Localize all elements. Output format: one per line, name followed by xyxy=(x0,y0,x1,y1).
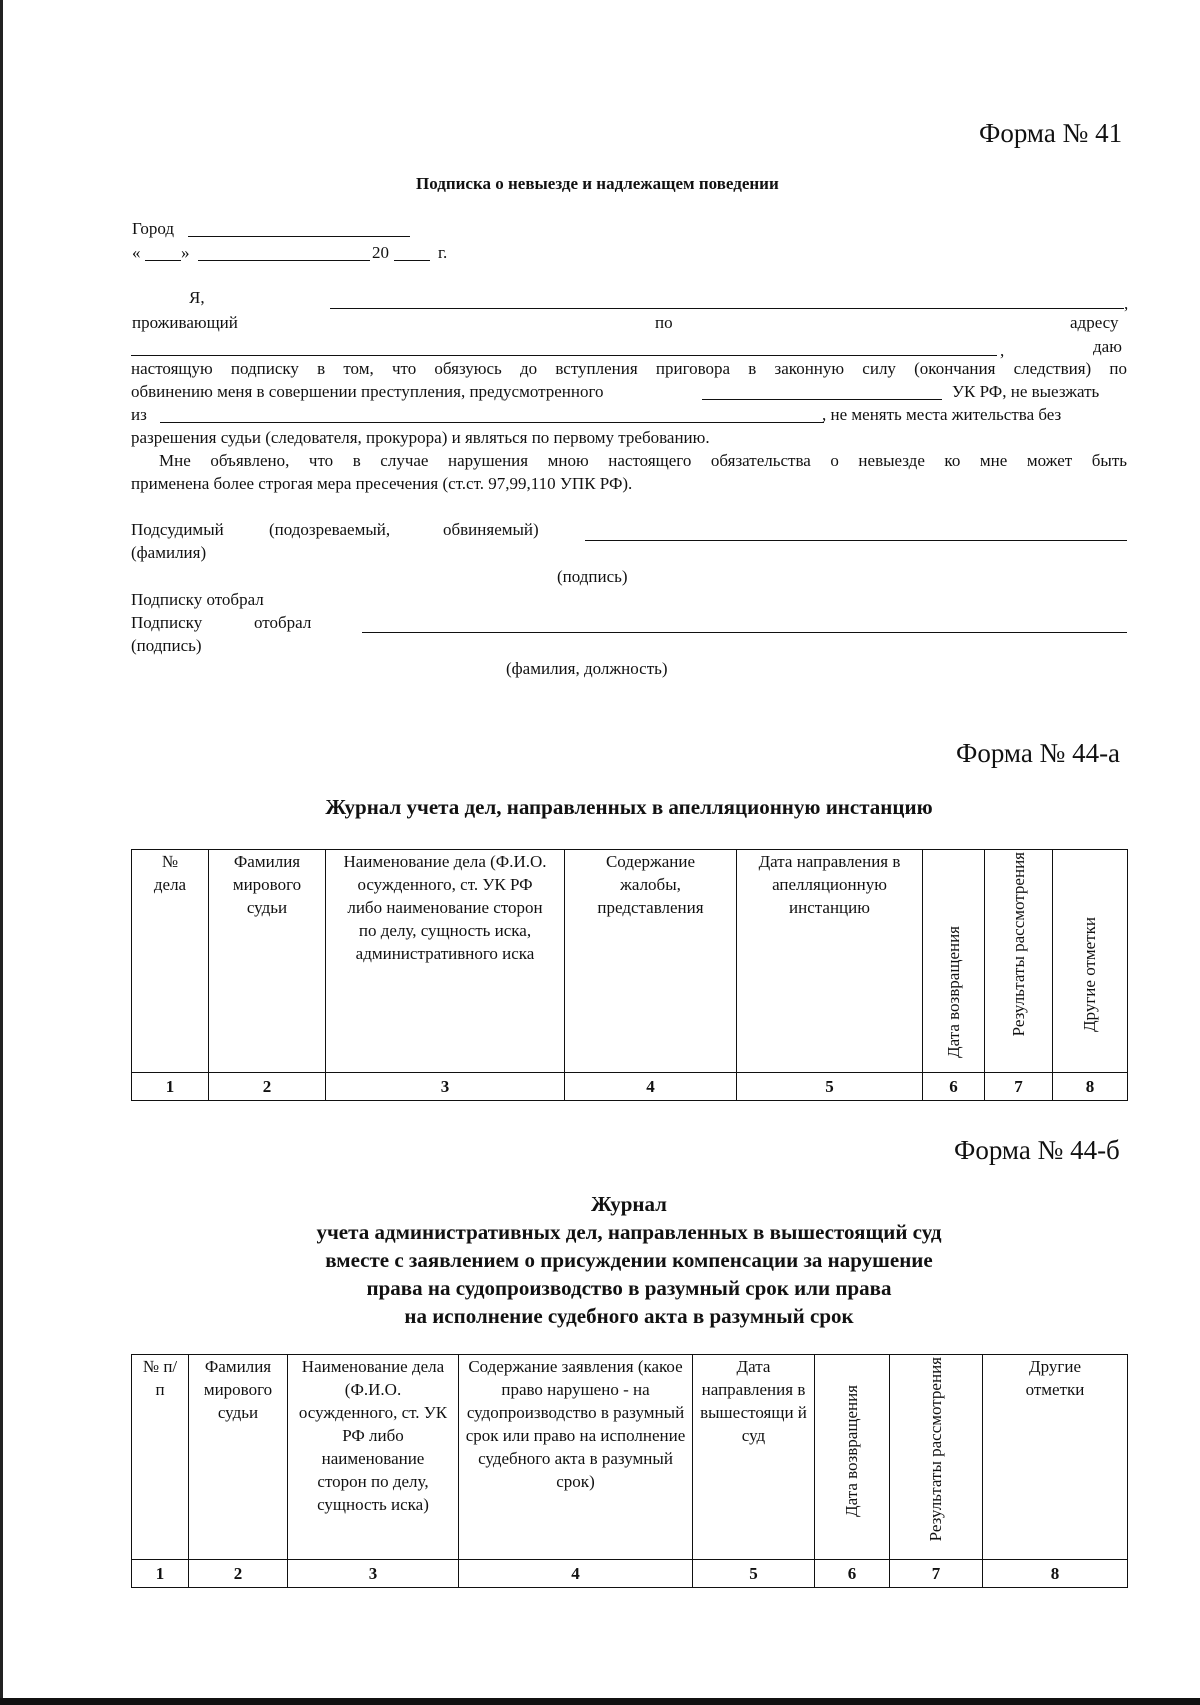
taken-word-1: Подписку xyxy=(131,613,203,632)
form44b-col-num: 1 xyxy=(132,1560,189,1588)
form44b-header-results: Результаты рассмотрения xyxy=(926,1357,945,1542)
form44b-col-num: 4 xyxy=(459,1560,693,1588)
form44b-col-num: 5 xyxy=(693,1560,815,1588)
day-quote-close: » xyxy=(181,243,190,262)
day-quote-open: « xyxy=(132,243,141,262)
form41-title: Подписка о невыезде и надлежащем поведении xyxy=(416,174,779,193)
para-line-2a: обвинению меня в совершении преступления, предусмотренного xyxy=(131,382,604,401)
form44b-header-return-date: Дата возвращения xyxy=(842,1385,861,1518)
taken-word-2: отобрал xyxy=(254,613,312,632)
form44b-header-return-date-cell xyxy=(815,1355,890,1560)
para2-line-1: Мне объявлено, что в случае нарушения мною настоящего обязательства о невыезде ко мне может быть xyxy=(159,451,1127,470)
po-label: по xyxy=(655,313,673,332)
form44a-col-num: 6 xyxy=(923,1073,985,1101)
form44b-header-claim: Содержание заявления (какое право нарушено - на судопроизводство в разумный срок или право на исполнение судебного акта в разумный срок) xyxy=(459,1355,693,1560)
form44a-header-sent-date: Дата направления в апелляционную инстанцию xyxy=(737,850,923,1073)
form44b-title-line: права на судопроизводство в разумный срок или права xyxy=(366,1276,892,1300)
form44b-header-row-no: № п/п xyxy=(132,1355,189,1560)
year-field[interactable] xyxy=(394,260,430,261)
form44b-title-line: вместе с заявлением о присуждении компенсации за нарушение xyxy=(325,1248,933,1272)
form44b-header-results-cell xyxy=(890,1355,983,1560)
form44b-col-num: 2 xyxy=(189,1560,288,1588)
residing-label: проживающий xyxy=(132,313,238,332)
defendant-word-3: обвиняемый) xyxy=(443,520,539,539)
taken-by-label: Подписку отобрал xyxy=(131,590,264,609)
name-field[interactable] xyxy=(330,308,1124,309)
form44a-col-num: 8 xyxy=(1053,1073,1128,1101)
taken-by-field[interactable] xyxy=(362,632,1127,633)
surname-label: (фамилия) xyxy=(131,543,207,562)
city-field[interactable] xyxy=(188,236,410,237)
defendant-field[interactable] xyxy=(585,540,1127,541)
form44a-col-num: 7 xyxy=(985,1073,1053,1101)
locality-field[interactable] xyxy=(160,422,824,423)
form44b-header-row xyxy=(132,1355,1128,1560)
signature2-label: (подпись) xyxy=(131,636,202,655)
form44b-header-sent-date: Дата направления в вышестоящи й суд xyxy=(693,1355,815,1560)
address-label: адресу xyxy=(1070,313,1119,332)
form44a-col-num: 2 xyxy=(209,1073,326,1101)
para-line-3a: из xyxy=(131,405,147,424)
form44a-number: Форма № 44-а xyxy=(956,738,1121,768)
para2-line-2: применена более строгая мера пресечения (ст.ст. 97,99,110 УПК РФ). xyxy=(131,474,633,493)
form44b-header-case-name: Наименование дела (Ф.И.О. осужденного, ст. УК РФ либо наименование сторон по делу, сущность иска) xyxy=(288,1355,459,1560)
form44b-title xyxy=(131,1190,1127,1330)
form44a-header-case-no: № дела xyxy=(132,850,209,1073)
city-label: Город xyxy=(132,219,174,238)
form44a-col-num: 4 xyxy=(565,1073,737,1101)
month-field[interactable] xyxy=(198,260,370,261)
form44b-header-other: Другие отметки xyxy=(983,1355,1128,1560)
form44a-header-return-date-cell xyxy=(923,850,985,1073)
page-left-edge xyxy=(0,0,3,1705)
form44a-header-other-cell xyxy=(1053,850,1128,1073)
article-field[interactable] xyxy=(702,399,942,400)
form44b-col-num: 7 xyxy=(890,1560,983,1588)
form44b-col-num: 6 xyxy=(815,1560,890,1588)
para-line-4: разрешения судьи (следователя, прокурора) и являться по первому требованию. xyxy=(131,428,710,447)
form44b-number: Форма № 44-б xyxy=(954,1135,1120,1165)
para-line-2b: УК РФ, не выезжать xyxy=(952,382,1100,401)
defendant-word-2: (подозреваемый, xyxy=(269,520,391,539)
form44b-title-line: Журнал xyxy=(591,1192,667,1216)
form44a-header-results-cell xyxy=(985,850,1053,1073)
dayu-label: даю xyxy=(1093,337,1122,356)
address-comma: , xyxy=(1000,341,1005,360)
form44a-header-return-date: Дата возвращения xyxy=(943,926,963,1059)
form44b-header-judge: Фамилия мирового судьи xyxy=(189,1355,288,1560)
form44a-number-row xyxy=(132,1073,1128,1101)
form44a-header-case-name: Наименование дела (Ф.И.О. осужденного, ст. УК РФ либо наименование сторон по делу, сущность иска, административного иска xyxy=(326,850,565,1073)
form44b-col-num: 3 xyxy=(288,1560,459,1588)
form41-number: Форма № 41 xyxy=(979,118,1123,148)
name-position-label: (фамилия, должность) xyxy=(506,659,668,678)
form44a-header-results: Результаты рассмотрения xyxy=(1008,852,1028,1037)
year-prefix: 20 xyxy=(372,243,389,262)
form44a-col-num: 3 xyxy=(326,1073,565,1101)
form44a-header-judge: Фамилия мирового судьи xyxy=(209,850,326,1073)
form44a-table xyxy=(131,849,1128,1101)
form44a-header-other: Другие отметки xyxy=(1080,917,1099,1033)
form44a-header-row xyxy=(132,850,1128,1073)
para-line-3b: , не менять места жительства без xyxy=(822,405,1062,424)
form44a-header-complaint: Содержание жалобы, представления xyxy=(565,850,737,1073)
form44a-col-num: 5 xyxy=(737,1073,923,1101)
form44a-col-num: 1 xyxy=(132,1073,209,1101)
defendant-word-1: Подсудимый xyxy=(131,520,224,539)
form44b-col-num: 8 xyxy=(983,1560,1128,1588)
signature-label: (подпись) xyxy=(557,567,628,586)
form44b-title-line: учета административных дел, направленных в вышестоящий суд xyxy=(316,1220,942,1244)
address-field[interactable] xyxy=(131,355,997,356)
name-comma: , xyxy=(1124,294,1129,313)
form44b-title-line: на исполнение судебного акта в разумный срок xyxy=(404,1304,854,1328)
form44b-number-row xyxy=(132,1560,1128,1588)
form44b-table xyxy=(131,1354,1128,1588)
para-line-1: настоящую подписку в том, что обязуюсь до вступления приговора в законную силу (окончания следствия) по xyxy=(131,359,1127,378)
page-bottom-edge xyxy=(0,1698,1200,1705)
day-field[interactable] xyxy=(145,260,181,261)
ya-label: Я, xyxy=(189,288,205,307)
year-suffix: г. xyxy=(438,243,448,262)
form44a-title: Журнал учета дел, направленных в апелляционную инстанцию xyxy=(325,795,933,819)
